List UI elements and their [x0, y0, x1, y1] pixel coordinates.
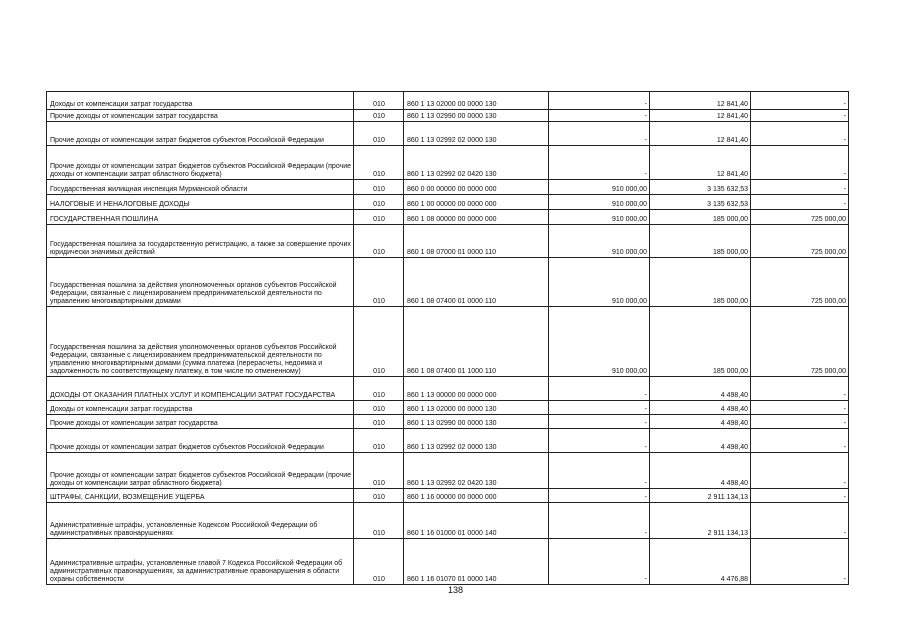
- table-row: [47, 195, 849, 210]
- row-name-cell: Прочие доходы от компенсации затрат государства: [47, 110, 354, 122]
- admin-code-cell: 010: [354, 415, 404, 429]
- admin-code-cell: 010: [354, 401, 404, 415]
- budget-code-cell: 860 1 13 02000 00 0000 130: [404, 401, 549, 415]
- remaining-amount-cell: -: [751, 146, 849, 180]
- executed-amount-cell: 12 841,40: [650, 122, 751, 146]
- remaining-amount-cell: -: [751, 539, 849, 585]
- remaining-amount-cell: -: [751, 122, 849, 146]
- remaining-amount-cell: -: [751, 489, 849, 503]
- executed-amount-cell: 185 000,00: [650, 307, 751, 377]
- admin-code-cell: 010: [354, 122, 404, 146]
- executed-amount-cell: 4 498,40: [650, 415, 751, 429]
- table-row: [47, 307, 849, 377]
- planned-amount-cell: -: [549, 146, 650, 180]
- table-row: [47, 539, 849, 585]
- executed-amount-cell: 4 498,40: [650, 401, 751, 415]
- table-row: [47, 110, 849, 122]
- executed-amount-cell: 185 000,00: [650, 258, 751, 307]
- planned-amount-cell: -: [549, 503, 650, 539]
- planned-amount-cell: 910 000,00: [549, 225, 650, 258]
- admin-code-cell: 010: [354, 453, 404, 489]
- planned-amount-cell: 910 000,00: [549, 258, 650, 307]
- executed-amount-cell: 3 135 632,53: [650, 180, 751, 195]
- executed-amount-cell: 12 841,40: [650, 146, 751, 180]
- row-name-cell: Государственная пошлина за действия уполномоченных органов субъектов Российской Федерации, связанные с лицензированием предпринимательской деятельности по управлению многоквартирными домами: [47, 258, 354, 307]
- budget-code-cell: 860 1 13 02992 02 0420 130: [404, 453, 549, 489]
- executed-amount-cell: 185 000,00: [650, 210, 751, 225]
- executed-amount-cell: 185 000,00: [650, 225, 751, 258]
- row-name-cell: Государственная пошлина за государственную регистрацию, а также за совершение прочих юридически значимых действий: [47, 225, 354, 258]
- row-name-cell: Административные штрафы, установленные главой 7 Кодекса Российской Федерации об административных правонарушениях, за административные правонарушения в области охраны собственности: [47, 539, 354, 585]
- row-name-cell: ГОСУДАРСТВЕННАЯ ПОШЛИНА: [47, 210, 354, 225]
- budget-code-cell: 860 1 08 07000 01 0000 110: [404, 225, 549, 258]
- remaining-amount-cell: -: [751, 92, 849, 110]
- table-row: [47, 429, 849, 453]
- budget-code-cell: 860 1 13 02990 00 0000 130: [404, 415, 549, 429]
- table-row: [47, 210, 849, 225]
- remaining-amount-cell: -: [751, 453, 849, 489]
- table-row: [47, 92, 849, 110]
- table-row: [47, 503, 849, 539]
- executed-amount-cell: 12 841,40: [650, 110, 751, 122]
- admin-code-cell: 010: [354, 503, 404, 539]
- row-name-cell: Прочие доходы от компенсации затрат бюджетов субъектов Российской Федерации (прочие доходы от компенсации затрат областного бюджета): [47, 146, 354, 180]
- row-name-cell: Доходы от компенсации затрат государства: [47, 92, 354, 110]
- admin-code-cell: 010: [354, 180, 404, 195]
- row-name-cell: Прочие доходы от компенсации затрат бюджетов субъектов Российской Федерации: [47, 429, 354, 453]
- admin-code-cell: 010: [354, 210, 404, 225]
- table-row: [47, 401, 849, 415]
- budget-code-cell: 860 1 16 00000 00 0000 000: [404, 489, 549, 503]
- admin-code-cell: 010: [354, 195, 404, 210]
- planned-amount-cell: 910 000,00: [549, 307, 650, 377]
- table-row: [47, 489, 849, 503]
- row-name-cell: Прочие доходы от компенсации затрат бюджетов субъектов Российской Федерации: [47, 122, 354, 146]
- row-name-cell: НАЛОГОВЫЕ И НЕНАЛОГОВЫЕ ДОХОДЫ: [47, 195, 354, 210]
- planned-amount-cell: -: [549, 92, 650, 110]
- budget-code-cell: 860 1 13 02000 00 0000 130: [404, 92, 549, 110]
- remaining-amount-cell: 725 000,00: [751, 258, 849, 307]
- admin-code-cell: 010: [354, 110, 404, 122]
- remaining-amount-cell: -: [751, 503, 849, 539]
- admin-code-cell: 010: [354, 307, 404, 377]
- budget-code-cell: 860 1 13 02990 00 0000 130: [404, 110, 549, 122]
- row-name-cell: Прочие доходы от компенсации затрат бюджетов субъектов Российской Федерации (прочие доходы от компенсации затрат областного бюджета): [47, 453, 354, 489]
- remaining-amount-cell: -: [751, 180, 849, 195]
- remaining-amount-cell: -: [751, 401, 849, 415]
- planned-amount-cell: 910 000,00: [549, 210, 650, 225]
- budget-code-cell: 860 1 16 01000 01 0000 140: [404, 503, 549, 539]
- planned-amount-cell: -: [549, 110, 650, 122]
- remaining-amount-cell: -: [751, 377, 849, 401]
- admin-code-cell: 010: [354, 489, 404, 503]
- row-name-cell: Государственная жилищная инспекция Мурманской области: [47, 180, 354, 195]
- executed-amount-cell: 4 498,40: [650, 377, 751, 401]
- budget-code-cell: 860 1 13 02992 02 0000 130: [404, 122, 549, 146]
- row-name-cell: ДОХОДЫ ОТ ОКАЗАНИЯ ПЛАТНЫХ УСЛУГ И КОМПЕНСАЦИИ ЗАТРАТ ГОСУДАРСТВА: [47, 377, 354, 401]
- planned-amount-cell: -: [549, 415, 650, 429]
- admin-code-cell: 010: [354, 258, 404, 307]
- planned-amount-cell: 910 000,00: [549, 195, 650, 210]
- planned-amount-cell: -: [549, 377, 650, 401]
- table-row: [47, 122, 849, 146]
- row-name-cell: Административные штрафы, установленные Кодексом Российской Федерации об административных правонарушениях: [47, 503, 354, 539]
- remaining-amount-cell: -: [751, 195, 849, 210]
- admin-code-cell: 010: [354, 146, 404, 180]
- remaining-amount-cell: 725 000,00: [751, 225, 849, 258]
- executed-amount-cell: 2 911 134,13: [650, 489, 751, 503]
- executed-amount-cell: 2 911 134,13: [650, 503, 751, 539]
- executed-amount-cell: 4 498,40: [650, 453, 751, 489]
- table-row: [47, 180, 849, 195]
- admin-code-cell: 010: [354, 225, 404, 258]
- planned-amount-cell: -: [549, 489, 650, 503]
- page-number: 138: [448, 585, 464, 595]
- table-row: [47, 377, 849, 401]
- budget-code-cell: 860 1 13 02992 02 0420 130: [404, 146, 549, 180]
- planned-amount-cell: -: [549, 539, 650, 585]
- budget-code-cell: 860 1 16 01070 01 0000 140: [404, 539, 549, 585]
- executed-amount-cell: 4 498,40: [650, 429, 751, 453]
- remaining-amount-cell: -: [751, 429, 849, 453]
- budget-code-cell: 860 0 00 00000 00 0000 000: [404, 180, 549, 195]
- remaining-amount-cell: 725 000,00: [751, 210, 849, 225]
- table-row: [47, 258, 849, 307]
- admin-code-cell: 010: [354, 429, 404, 453]
- table-row: [47, 146, 849, 180]
- executed-amount-cell: 4 476,88: [650, 539, 751, 585]
- row-name-cell: Доходы от компенсации затрат государства: [47, 401, 354, 415]
- budget-code-cell: 860 1 08 00000 00 0000 000: [404, 210, 549, 225]
- executed-amount-cell: 12 841,40: [650, 92, 751, 110]
- planned-amount-cell: -: [549, 429, 650, 453]
- planned-amount-cell: -: [549, 122, 650, 146]
- executed-amount-cell: 3 135 632,53: [650, 195, 751, 210]
- table-row: [47, 415, 849, 429]
- budget-code-cell: 860 1 13 02992 02 0000 130: [404, 429, 549, 453]
- admin-code-cell: 010: [354, 539, 404, 585]
- remaining-amount-cell: -: [751, 415, 849, 429]
- admin-code-cell: 010: [354, 92, 404, 110]
- budget-code-cell: 860 1 08 07400 01 0000 110: [404, 258, 549, 307]
- planned-amount-cell: -: [549, 401, 650, 415]
- budget-code-cell: 860 1 08 07400 01 1000 110: [404, 307, 549, 377]
- planned-amount-cell: 910 000,00: [549, 180, 650, 195]
- row-name-cell: ШТРАФЫ, САНКЦИИ, ВОЗМЕЩЕНИЕ УЩЕРБА: [47, 489, 354, 503]
- table-body: [47, 92, 849, 585]
- row-name-cell: Прочие доходы от компенсации затрат государства: [47, 415, 354, 429]
- planned-amount-cell: -: [549, 453, 650, 489]
- budget-code-cell: 860 1 00 00000 00 0000 000: [404, 195, 549, 210]
- remaining-amount-cell: -: [751, 110, 849, 122]
- budget-code-cell: 860 1 13 00000 00 0000 000: [404, 377, 549, 401]
- admin-code-cell: 010: [354, 377, 404, 401]
- row-name-cell: Государственная пошлина за действия уполномоченных органов субъектов Российской Федерации, связанные с лицензированием предпринимательской деятельности по управлению многоквартирными домами (сумма платежа (перерасчеты, недоимка и задолженность по соответствующему платежу, в том числе по отмененному): [47, 307, 354, 377]
- table-row: [47, 453, 849, 489]
- remaining-amount-cell: 725 000,00: [751, 307, 849, 377]
- table-row: [47, 225, 849, 258]
- budget-revenue-table: [46, 91, 849, 585]
